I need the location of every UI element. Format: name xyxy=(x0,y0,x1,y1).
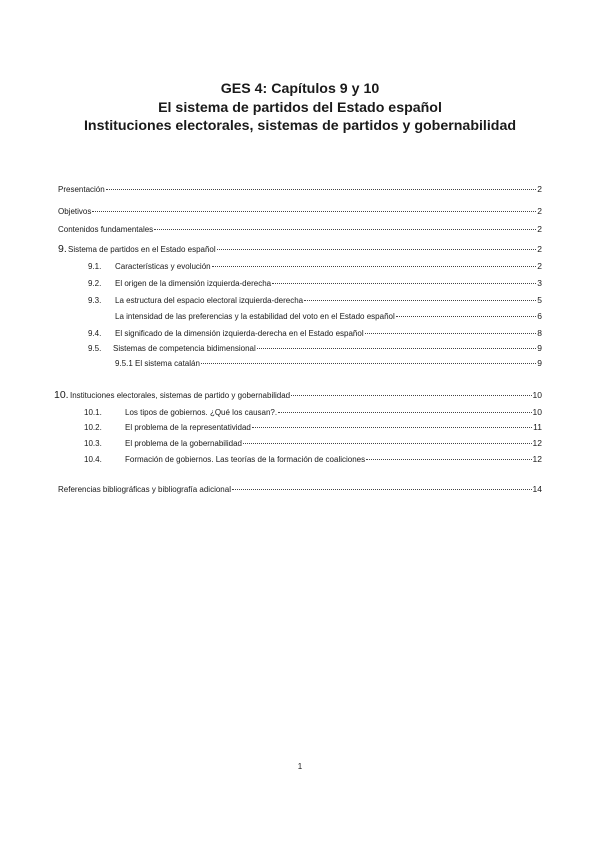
toc-entry-label: La intensidad de las preferencias y la estabilidad del voto en el Estado español xyxy=(115,312,395,321)
toc-entry-label: El problema de la gobernabilidad xyxy=(125,439,242,448)
toc-entry-label: Los tipos de gobiernos. ¿Qué los causan?. xyxy=(125,408,278,417)
toc-leader-dots xyxy=(243,434,532,444)
toc-leader-dots xyxy=(257,339,537,349)
toc-entry-label: El problema de la representatividad xyxy=(125,423,251,432)
toc-leader-dots xyxy=(201,354,536,364)
toc-leader-dots xyxy=(212,257,537,267)
toc-entry-label: Referencias bibliográficas y bibliografía adicional xyxy=(58,485,231,494)
toc-entry-page: 9 xyxy=(537,343,542,353)
toc-entry-page: 9 xyxy=(537,358,542,368)
title-line-1: GES 4: Capítulos 9 y 10 xyxy=(220,81,380,97)
toc-entry-10-1[interactable] xyxy=(84,405,542,418)
toc-leader-dots xyxy=(396,307,537,317)
toc-entry-referencias[interactable] xyxy=(58,482,542,495)
toc-leader-dots xyxy=(304,291,536,301)
toc-entry-10-2[interactable] xyxy=(84,420,542,433)
toc-entry-page: 2 xyxy=(537,261,542,271)
toc-entry-page: 3 xyxy=(537,278,542,288)
toc-entry-page: 5 xyxy=(537,295,542,305)
toc-entry-label: Presentación xyxy=(58,185,105,194)
toc-entry-contenidos[interactable] xyxy=(58,222,542,235)
title-line-3: Instituciones electorales, sistemas de partidos y gobernabilidad xyxy=(83,118,517,134)
toc-entry-9-5-1[interactable] xyxy=(115,356,542,369)
toc-leader-dots xyxy=(291,386,531,396)
toc-entry-9-3[interactable] xyxy=(88,293,542,306)
toc-entry-label: Formación de gobiernos. Las teorías de la formación de coaliciones xyxy=(125,455,366,464)
toc-entry-number: 9.2. xyxy=(88,279,102,288)
toc-entry-number: 9.4. xyxy=(88,329,102,338)
toc-entry-number: 10.4. xyxy=(84,455,102,464)
toc-entry-number: 9.3. xyxy=(88,296,102,305)
toc-leader-dots xyxy=(232,480,532,490)
toc-leader-dots xyxy=(106,180,537,190)
toc-entry-label: Contenidos fundamentales xyxy=(58,225,154,234)
toc-leader-dots xyxy=(154,220,536,230)
toc-leader-dots xyxy=(366,450,531,460)
toc-leader-dots xyxy=(92,202,536,212)
toc-entry-number: 9. xyxy=(58,243,67,255)
toc-entry-label: La estructura del espacio electoral izquierda-derecha xyxy=(115,296,304,305)
toc-entry-label: El origen de la dimensión izquierda-derecha xyxy=(115,279,272,288)
toc-entry-number: 10.2. xyxy=(84,423,102,432)
toc-leader-dots xyxy=(365,324,537,334)
toc-entry-page: 10 xyxy=(532,390,542,400)
toc-entry-cap10[interactable] xyxy=(54,388,542,401)
toc-entry-page: 2 xyxy=(537,206,542,216)
toc-entry-page: 2 xyxy=(537,244,542,254)
toc-entry-presentacion[interactable] xyxy=(58,182,542,195)
toc-entry-label: Instituciones electorales, sistemas de partido y gobernabilidad xyxy=(70,391,291,400)
toc-entry-label: Sistema de partidos en el Estado español xyxy=(68,245,216,254)
document-title xyxy=(0,80,600,136)
toc-leader-dots xyxy=(217,240,537,250)
title-line-2: El sistema de partidos del Estado español xyxy=(158,99,442,116)
toc-entry-label: Características y evolución xyxy=(115,262,211,271)
toc-entry-page: 8 xyxy=(537,328,542,338)
toc-entry-9-4[interactable] xyxy=(88,326,542,339)
toc-entry-page: 14 xyxy=(532,484,542,494)
toc-leader-dots xyxy=(272,274,536,284)
toc-entry-page: 12 xyxy=(532,454,542,464)
toc-entry-9-5[interactable] xyxy=(88,341,542,354)
toc-entry-9-3-sub[interactable] xyxy=(115,309,542,322)
page-number: 1 xyxy=(297,762,303,771)
toc-entry-number: 9.5. xyxy=(88,344,102,353)
toc-entry-page: 10 xyxy=(532,407,542,417)
toc-entry-10-4[interactable] xyxy=(84,452,542,465)
toc-entry-9-1[interactable] xyxy=(88,259,542,272)
toc-entry-9-2[interactable] xyxy=(88,276,542,289)
toc-entry-label: 9.5.1 El sistema catalán xyxy=(115,359,200,368)
toc-entry-cap9[interactable] xyxy=(58,242,542,255)
toc-entry-number: 10. xyxy=(54,389,69,401)
toc-entry-page: 12 xyxy=(532,438,542,448)
toc-entry-number: 10.1. xyxy=(84,408,102,417)
toc-entry-label: Objetivos xyxy=(58,207,92,216)
toc-leader-dots xyxy=(278,403,531,413)
toc-entry-label: El significado de la dimensión izquierda-derecha en el Estado español xyxy=(115,329,364,338)
toc-leader-dots xyxy=(252,418,532,428)
toc-entry-number: 10.3. xyxy=(84,439,102,448)
toc-entry-page: 6 xyxy=(537,311,542,321)
toc-entry-10-3[interactable] xyxy=(84,436,542,449)
toc-entry-page: 11 xyxy=(533,422,542,432)
toc-entry-label: Sistemas de competencia bidimensional xyxy=(113,344,256,353)
toc-entry-number: 9.1. xyxy=(88,262,102,271)
toc-entry-page: 2 xyxy=(537,224,542,234)
toc-entry-objetivos[interactable] xyxy=(58,204,542,217)
toc-entry-page: 2 xyxy=(537,184,542,194)
